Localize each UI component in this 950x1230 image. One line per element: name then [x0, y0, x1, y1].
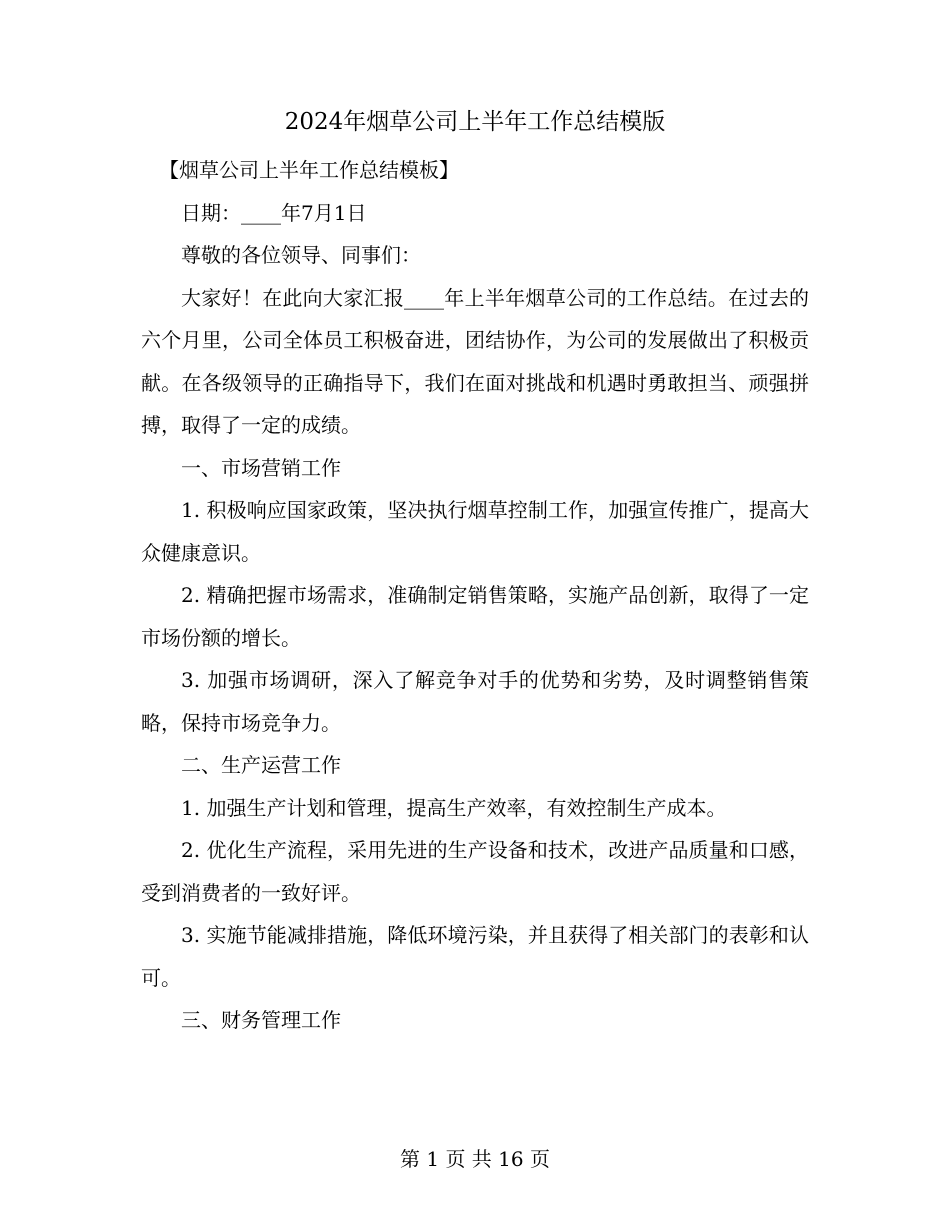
document-subtitle: 【烟草公司上半年工作总结模板】	[159, 158, 459, 182]
document-title: 2024年烟草公司上半年工作总结模版	[284, 109, 666, 135]
date-line: 日期：____年7月1日	[181, 200, 367, 225]
list-item: 2. 精确把握市场需求，准确制定销售策略，实施产品创新，取得了一定市场份额的增长。	[141, 583, 809, 650]
intro-paragraph: 大家好！在此向大家汇报____年上半年烟草公司的工作总结。在过去的六个月里，公司全体员工积极奋进，团结协作，为公司的发展做出了积极贡献。在各级领导的正确指导下，我们在面对挑战和机遇时勇敢担当、顽强拼搏，取得了一定的成绩。	[141, 285, 809, 437]
section-heading-finance: 三、财务管理工作	[181, 1008, 341, 1032]
section-heading-production: 二、生产运营工作	[181, 753, 341, 777]
list-item: 2. 优化生产流程，采用先进的生产设备和技术，改进产品质量和口感，受到消费者的一致好评。	[141, 838, 809, 905]
section-heading-marketing: 一、市场营销工作	[181, 455, 341, 480]
greeting: 尊敬的各位领导、同事们：	[181, 243, 421, 267]
list-item: 1. 积极响应国家政策，坚决执行烟草控制工作，加强宣传推广，提高大众健康意识。	[141, 498, 809, 565]
list-item: 1. 加强生产计划和管理，提高生产效率，有效控制生产成本。	[181, 795, 727, 820]
list-item: 3. 加强市场调研，深入了解竞争对手的优势和劣势，及时调整销售策略，保持市场竞争力。	[141, 668, 809, 735]
page-indicator: 第 1 页 共 16 页	[400, 1147, 550, 1171]
document-body	[141, 149, 809, 1042]
list-item: 3. 实施节能减排措施，降低环境污染，并且获得了相关部门的表彰和认可。	[141, 923, 809, 990]
